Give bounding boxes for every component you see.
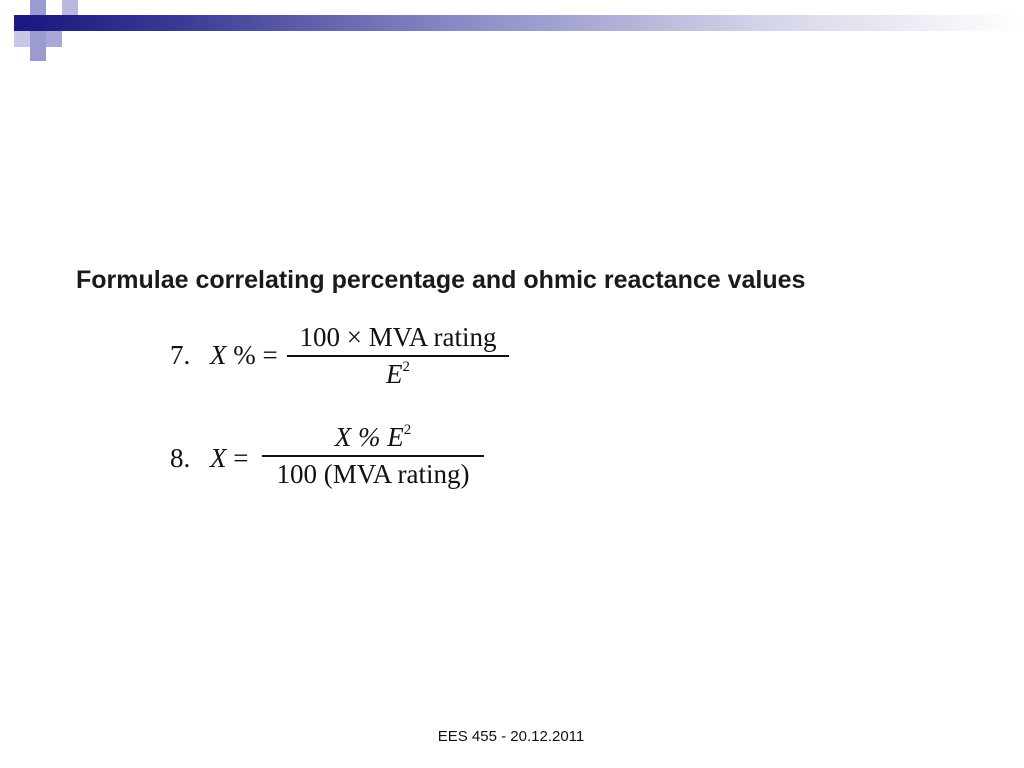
decor-square-lavender-3 (30, 31, 46, 47)
slide-heading: Formulae correlating percentage and ohmic reactance values (76, 266, 806, 294)
equation-fraction (262, 422, 484, 490)
lhs-variable: X (210, 443, 227, 473)
decor-square-lavender-5 (30, 47, 46, 61)
decor-square-lavender-4 (14, 31, 30, 47)
lhs-operator: % = (226, 340, 278, 370)
equation-lhs (210, 443, 248, 474)
fraction-denominator: $E^2$ (386, 359, 410, 389)
lhs-operator: = (226, 443, 249, 473)
header-gradient-bar (30, 15, 1024, 31)
decor-square-lavender-6 (46, 31, 62, 47)
decor-square-lavender-2 (62, 0, 78, 15)
equation-number: 8. (170, 443, 191, 473)
equation-lhs (210, 340, 278, 371)
decor-square-navy (14, 15, 30, 31)
lhs-variable: X (210, 340, 227, 370)
footer-text: EES 455 - 20.12.2011 (437, 728, 585, 745)
fraction-numerator: X % $E^2$ (334, 422, 412, 452)
equation-number: 7. (170, 340, 191, 370)
fraction-numerator: 100 × MVA rating (299, 322, 497, 352)
decor-square-lavender-1 (30, 0, 46, 15)
fraction-denominator: 100 (MVA rating) (276, 459, 470, 489)
slide-footer (0, 728, 1024, 745)
equation-fraction (287, 322, 509, 390)
